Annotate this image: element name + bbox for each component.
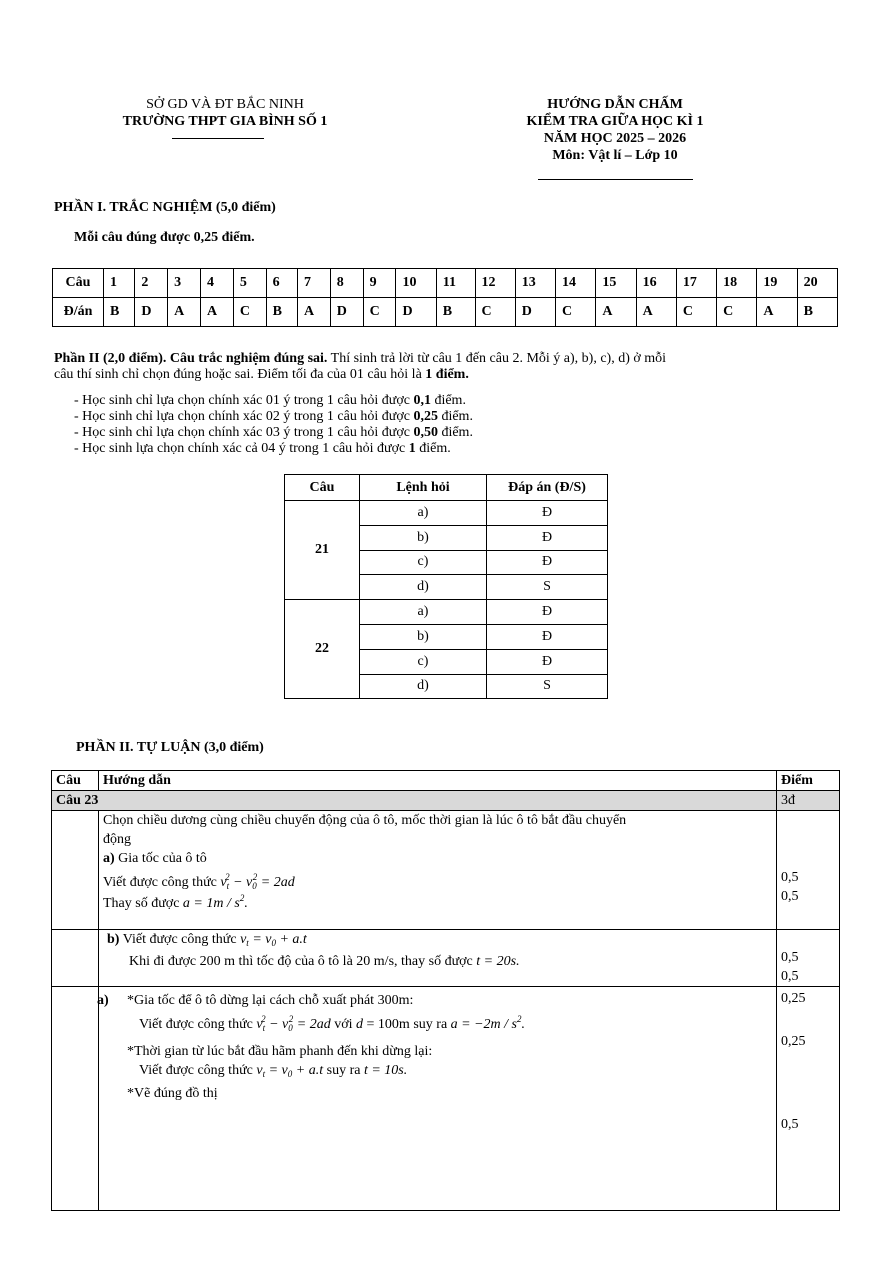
b1-substitute-text: Thay số được <box>103 896 183 911</box>
question-number: 14 <box>556 269 596 298</box>
part2-intro <box>54 351 854 383</box>
rule-points: 1 <box>408 441 416 456</box>
essay-question-points: 3đ <box>777 791 840 811</box>
rule-text: - Học sinh lựa chọn chính xác cả 04 ý trong 1 câu hỏi được <box>74 441 409 456</box>
answer-letter: C <box>233 298 266 327</box>
scoring-rule <box>74 393 473 409</box>
question-number: 17 <box>676 269 716 298</box>
answer-letter: A <box>200 298 233 327</box>
question-number: 20 <box>797 269 837 298</box>
tf-question-number: 22 <box>285 600 360 699</box>
essay-block-2-guide <box>99 930 777 987</box>
essay-block-3 <box>52 987 840 1211</box>
question-number: 8 <box>330 269 363 298</box>
scoring-rule <box>74 441 473 457</box>
formula-t-10: t = 10s. <box>363 1063 408 1078</box>
part3-title: PHẦN II. TỰ LUẬN (3,0 điểm) <box>76 740 264 755</box>
question-row <box>53 269 838 298</box>
rule-text: - Học sinh chỉ lựa chọn chính xác 01 ý trong 1 câu hỏi được <box>74 393 414 408</box>
true-false-table <box>284 474 608 699</box>
row-label-answer: Đ/án <box>53 298 104 327</box>
essay-block-3-guide <box>99 987 777 1211</box>
b1-point-1: 0,5 <box>781 870 799 885</box>
b3-part-label: a) <box>97 993 109 1008</box>
formula-a-value: $a = 1m / s^2$. <box>182 893 248 911</box>
b3-line3: *Thời gian từ lúc bắt đầu hãm phanh đến khi dừng lại: <box>127 1044 433 1059</box>
tf-prompt: c) <box>360 550 487 575</box>
tf-question-number: 21 <box>285 501 360 600</box>
tf-answer: Đ <box>487 624 608 649</box>
row-label-question: Câu <box>53 269 104 298</box>
b1-line1: Chọn chiều dương cùng chiều chuyển động của ô tô, mốc thời gian là lúc ô tô bắt đầu chuyển <box>103 813 627 828</box>
essay-block-2-points <box>777 930 840 987</box>
answer-letter: C <box>475 298 515 327</box>
essay-question-label: Câu 23 <box>52 791 777 811</box>
b3-point-2: 0,25 <box>781 1034 806 1049</box>
rule-text: điểm. <box>437 409 473 424</box>
question-number: 3 <box>168 269 201 298</box>
question-number: 18 <box>717 269 757 298</box>
answer-letter: B <box>104 298 135 327</box>
answer-letter: A <box>297 298 330 327</box>
essay-guide-table <box>51 770 840 1211</box>
school-name: TRƯỜNG THPT GIA BÌNH SỐ 1 <box>122 114 328 129</box>
exam-header <box>460 96 770 164</box>
b1-line2: động <box>103 832 131 847</box>
b1-part-label: a) <box>103 851 115 866</box>
question-number: 4 <box>200 269 233 298</box>
answer-letter: D <box>515 298 555 327</box>
part2-max-points: 1 điểm. <box>425 367 469 382</box>
empty-cell <box>52 987 99 1211</box>
answer-letter: A <box>757 298 797 327</box>
school-header <box>60 96 390 130</box>
question-number: 16 <box>636 269 676 298</box>
b3-line2: Viết được công thức $v_t^2 - v_0^2 = 2ad$ với d = 100m suy ra $a = -2m / s^2$. <box>139 1014 525 1033</box>
subject-underline <box>538 179 693 180</box>
essay-header-q: Câu <box>52 771 99 791</box>
answer-letter: A <box>168 298 201 327</box>
question-number: 1 <box>104 269 135 298</box>
b2-part-label: b) <box>107 932 120 947</box>
tf-answer: Đ <box>487 649 608 674</box>
formula-t-value: t = 20s. <box>476 954 520 969</box>
department-name: SỞ GD VÀ ĐT BẮC NINH <box>146 97 304 112</box>
answer-letter: C <box>676 298 716 327</box>
tf-header-answer: Đáp án (Đ/S) <box>487 475 608 501</box>
rule-text: - Học sinh chỉ lựa chọn chính xác 03 ý trong 1 câu hỏi được <box>74 425 414 440</box>
formula-v-t: $v_t = v_0 + a.t$ <box>240 932 307 948</box>
scoring-rule <box>74 409 473 425</box>
tf-prompt: b) <box>360 525 487 550</box>
answer-letter: C <box>717 298 757 327</box>
answer-letter: C <box>363 298 396 327</box>
tf-prompt: a) <box>360 501 487 526</box>
b3-deduce-text-2: suy ra <box>323 1063 364 1078</box>
b3-line1: *Gia tốc để ô tô dừng lại cách chỗ xuất phát 300m: <box>127 993 414 1008</box>
b2-point-2: 0,5 <box>781 969 799 984</box>
question-number: 11 <box>436 269 475 298</box>
essay-question-row <box>52 791 840 811</box>
doc-title: HƯỚNG DẪN CHẤM <box>547 97 683 112</box>
rule-points: 0,1 <box>413 393 431 408</box>
answer-key-table <box>52 268 838 327</box>
tf-answer: Đ <box>487 525 608 550</box>
b1-formula-text: Viết được công thức <box>103 875 221 890</box>
b3-point-1: 0,25 <box>781 991 806 1006</box>
part1-title: PHẦN I. TRẮC NGHIỆM (5,0 điểm) <box>54 200 276 215</box>
b3-point-3: 0,5 <box>781 1117 799 1132</box>
answer-letter: B <box>797 298 837 327</box>
question-number: 6 <box>266 269 297 298</box>
b3-line4 <box>127 1061 772 1084</box>
tf-header-row <box>285 475 608 501</box>
part2-intro-text: Thí sinh trả lời từ câu 1 đến câu 2. Mỗi ý a), b), c), d) ở mỗi <box>327 351 667 366</box>
tf-prompt: c) <box>360 649 487 674</box>
tf-row <box>285 501 608 526</box>
essay-block-1-points <box>777 811 840 930</box>
answer-letter: A <box>636 298 676 327</box>
b1-point-2: 0,5 <box>781 889 799 904</box>
essay-block-1-guide <box>99 811 777 930</box>
b2-line1 <box>107 930 772 952</box>
part2-rules <box>74 393 473 457</box>
tf-row <box>285 600 608 625</box>
formula-v-squared: $v_t^2 - v_0^2 = 2ad$ <box>220 872 295 891</box>
tf-answer: S <box>487 575 608 600</box>
answer-letter: D <box>330 298 363 327</box>
tf-header-q: Câu <box>285 475 360 501</box>
school-underline <box>172 138 264 139</box>
b2-line2 <box>107 952 772 971</box>
formula-a-neg: $a = -2m / s^2$. <box>450 1014 525 1032</box>
essay-block-1 <box>52 811 840 930</box>
empty-cell <box>52 930 99 987</box>
answer-letter: A <box>596 298 636 327</box>
tf-answer: Đ <box>487 550 608 575</box>
formula-v-squared-2: $v_t^2 - v_0^2 = 2ad$ <box>256 1014 331 1033</box>
exam-name: KIỂM TRA GIỮA HỌC KÌ 1 <box>526 114 704 129</box>
question-number: 10 <box>396 269 436 298</box>
question-number: 7 <box>297 269 330 298</box>
b1-line3 <box>103 849 772 868</box>
tf-prompt: b) <box>360 624 487 649</box>
tf-answer: Đ <box>487 501 608 526</box>
question-number: 19 <box>757 269 797 298</box>
b1-part-text: Gia tốc của ô tô <box>114 851 207 866</box>
answer-letter: B <box>266 298 297 327</box>
school-year: NĂM HỌC 2025 – 2026 <box>543 131 687 146</box>
answer-letter: D <box>135 298 168 327</box>
b3-formula-text-2: Viết được công thức <box>139 1063 257 1078</box>
essay-block-2 <box>52 930 840 987</box>
tf-answer: Đ <box>487 600 608 625</box>
b3-with-text: với <box>330 1017 357 1032</box>
rule-points: 0,25 <box>413 409 438 424</box>
b1-line5 <box>103 889 772 913</box>
scoring-rule <box>74 425 473 441</box>
essay-header-row <box>52 771 840 791</box>
tf-prompt: d) <box>360 674 487 699</box>
answer-letter: C <box>556 298 596 327</box>
question-number: 2 <box>135 269 168 298</box>
essay-block-3-points <box>777 987 840 1211</box>
tf-answer: S <box>487 674 608 699</box>
question-number: 15 <box>596 269 636 298</box>
essay-header-guide: Hướng dẫn <box>99 771 777 791</box>
essay-header-points: Điểm <box>777 771 840 791</box>
part2-title: Phần II (2,0 điểm). Câu trắc nghiệm đúng sai. <box>54 351 328 366</box>
part2-intro-line2: câu thí sinh chỉ chọn đúng hoặc sai. Điểm tối đa của 01 câu hỏi là <box>54 367 426 382</box>
rule-text: - Học sinh chỉ lựa chọn chính xác 02 ý trong 1 câu hỏi được <box>74 409 414 424</box>
rule-text: điểm. <box>415 441 451 456</box>
question-number: 13 <box>515 269 555 298</box>
part1-note: Mỗi câu đúng được 0,25 điểm. <box>74 230 255 245</box>
answer-letter: D <box>396 298 436 327</box>
question-number: 12 <box>475 269 515 298</box>
rule-points: 0,50 <box>413 425 438 440</box>
formula-v-t-2: $v_t = v_0 + a.t$ <box>256 1063 324 1079</box>
answer-row <box>53 298 838 327</box>
subject: Môn: Vật lí – Lớp 10 <box>552 148 678 163</box>
tf-prompt: a) <box>360 600 487 625</box>
b2-formula-text: Viết được công thức <box>119 932 241 947</box>
b2-substitute-text: Khi đi được 200 m thì tốc độ của ô tô là 20 m/s, thay số được <box>129 954 477 969</box>
b3-deduce-text: suy ra <box>409 1017 451 1032</box>
answer-letter: B <box>436 298 475 327</box>
b3-formula-text: Viết được công thức <box>139 1017 257 1032</box>
b1-line4 <box>103 868 772 889</box>
rule-text: điểm. <box>430 393 466 408</box>
question-number: 9 <box>363 269 396 298</box>
formula-d: d <box>356 1017 364 1032</box>
rule-text: điểm. <box>437 425 473 440</box>
tf-prompt: d) <box>360 575 487 600</box>
empty-cell <box>52 811 99 930</box>
tf-header-prompt: Lệnh hỏi <box>360 475 487 501</box>
b2-point-1: 0,5 <box>781 950 799 965</box>
question-number: 5 <box>233 269 266 298</box>
b3-line5: *Vẽ đúng đồ thị <box>127 1086 218 1101</box>
